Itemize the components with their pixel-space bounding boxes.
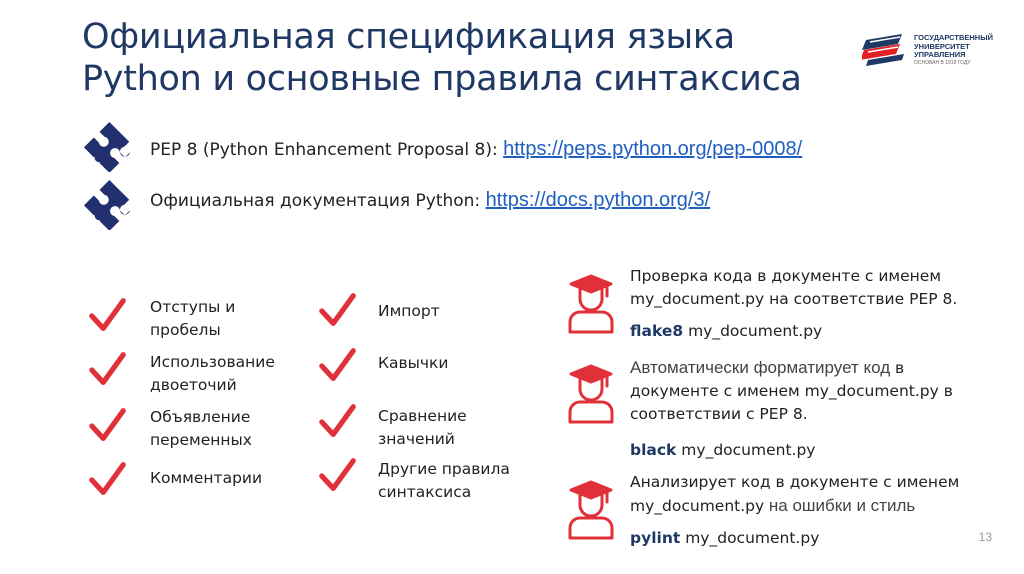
desc-line: документе с именем my_document.py в <box>630 382 953 400</box>
desc-line: my_document.py <box>630 497 765 515</box>
checkmark-icon <box>318 291 358 331</box>
title-line-2: Python и основные правила синтаксиса <box>82 59 802 99</box>
graduate-icon <box>566 272 616 334</box>
tool-arg: my_document.py <box>676 441 816 459</box>
desc-line: в <box>890 359 905 377</box>
slide-title <box>82 16 842 100</box>
desc-line: my_document.py на соответствие PEP 8. <box>630 290 958 308</box>
rule-item <box>150 296 235 342</box>
pep8-link[interactable]: https://peps.python.org/pep-0008/ <box>503 138 803 160</box>
rule-item <box>378 458 510 504</box>
rule-text: Кавычки <box>378 354 449 372</box>
tool-arg: my_document.py <box>680 529 820 547</box>
desc-line: Анализирует код в документе с именем <box>630 473 960 491</box>
tool-name: pylint <box>630 529 681 547</box>
reference-docs-label: Официальная документация Python: <box>150 191 486 211</box>
logo-line-2: УНИВЕРСИТЕТ <box>914 41 970 51</box>
checkmark-icon <box>318 402 358 442</box>
rule-text: Использование <box>150 353 275 371</box>
flake8-command <box>630 322 822 340</box>
rule-text: Отступы и <box>150 298 236 316</box>
rule-item <box>378 352 448 375</box>
rule-text: Другие правила <box>378 460 510 478</box>
puzzle-icon <box>82 178 134 230</box>
python-docs-link[interactable]: https://docs.python.org/3/ <box>485 189 711 211</box>
checkmark-icon <box>88 460 128 500</box>
rule-text: синтаксиса <box>378 483 472 501</box>
tool-name: black <box>630 441 677 459</box>
rule-text: Импорт <box>378 302 440 320</box>
rule-item <box>378 405 467 451</box>
desc-line: Автоматически форматирует код <box>630 358 891 377</box>
rule-item <box>150 406 252 452</box>
graduate-icon <box>566 478 616 540</box>
desc-line: соответствии с PEP 8. <box>630 405 808 423</box>
rule-item <box>150 351 275 397</box>
pylint-description <box>630 471 959 518</box>
black-command <box>630 441 815 459</box>
logo-text <box>914 34 993 60</box>
tool-name: flake8 <box>630 322 684 340</box>
rule-text: пробелы <box>150 321 221 339</box>
pylint-command <box>630 529 819 547</box>
puzzle-icon <box>82 120 134 172</box>
logo-emblem-icon <box>862 30 910 70</box>
page-number: 13 <box>978 530 992 544</box>
reference-pep8-label: PEP 8 (Python Enhancement Proposal 8): <box>150 140 504 160</box>
rule-text: двоеточий <box>150 376 237 394</box>
rule-text: Объявление <box>150 408 251 426</box>
reference-pep8 <box>150 138 802 161</box>
logo-line-3: УПРАВЛЕНИЯ <box>914 50 966 59</box>
title-line-1: Официальная спецификация языка <box>82 17 735 57</box>
rule-text: Комментарии <box>150 469 263 487</box>
graduate-icon <box>566 362 616 424</box>
rule-item <box>378 300 440 323</box>
checkmark-icon <box>88 406 128 446</box>
tool-arg: my_document.py <box>683 322 823 340</box>
flake8-description <box>630 265 957 311</box>
rule-text: переменных <box>150 431 252 449</box>
checkmark-icon <box>318 346 358 386</box>
desc-line: Проверка кода в документе с именем <box>630 267 942 285</box>
logo-subline: ОСНОВАН В 1919 ГОДУ <box>914 60 971 66</box>
rule-text: значений <box>378 430 455 448</box>
logo-line-1: ГОСУДАРСТВЕННЫЙ <box>914 33 993 42</box>
rule-item <box>150 467 262 490</box>
checkmark-icon <box>318 456 358 496</box>
university-logo <box>862 30 1012 70</box>
black-description <box>630 356 953 426</box>
desc-line: на ошибки и стиль <box>764 496 916 515</box>
checkmark-icon <box>88 296 128 336</box>
checkmark-icon <box>88 350 128 390</box>
reference-docs <box>150 189 710 212</box>
rule-text: Сравнение <box>378 407 467 425</box>
